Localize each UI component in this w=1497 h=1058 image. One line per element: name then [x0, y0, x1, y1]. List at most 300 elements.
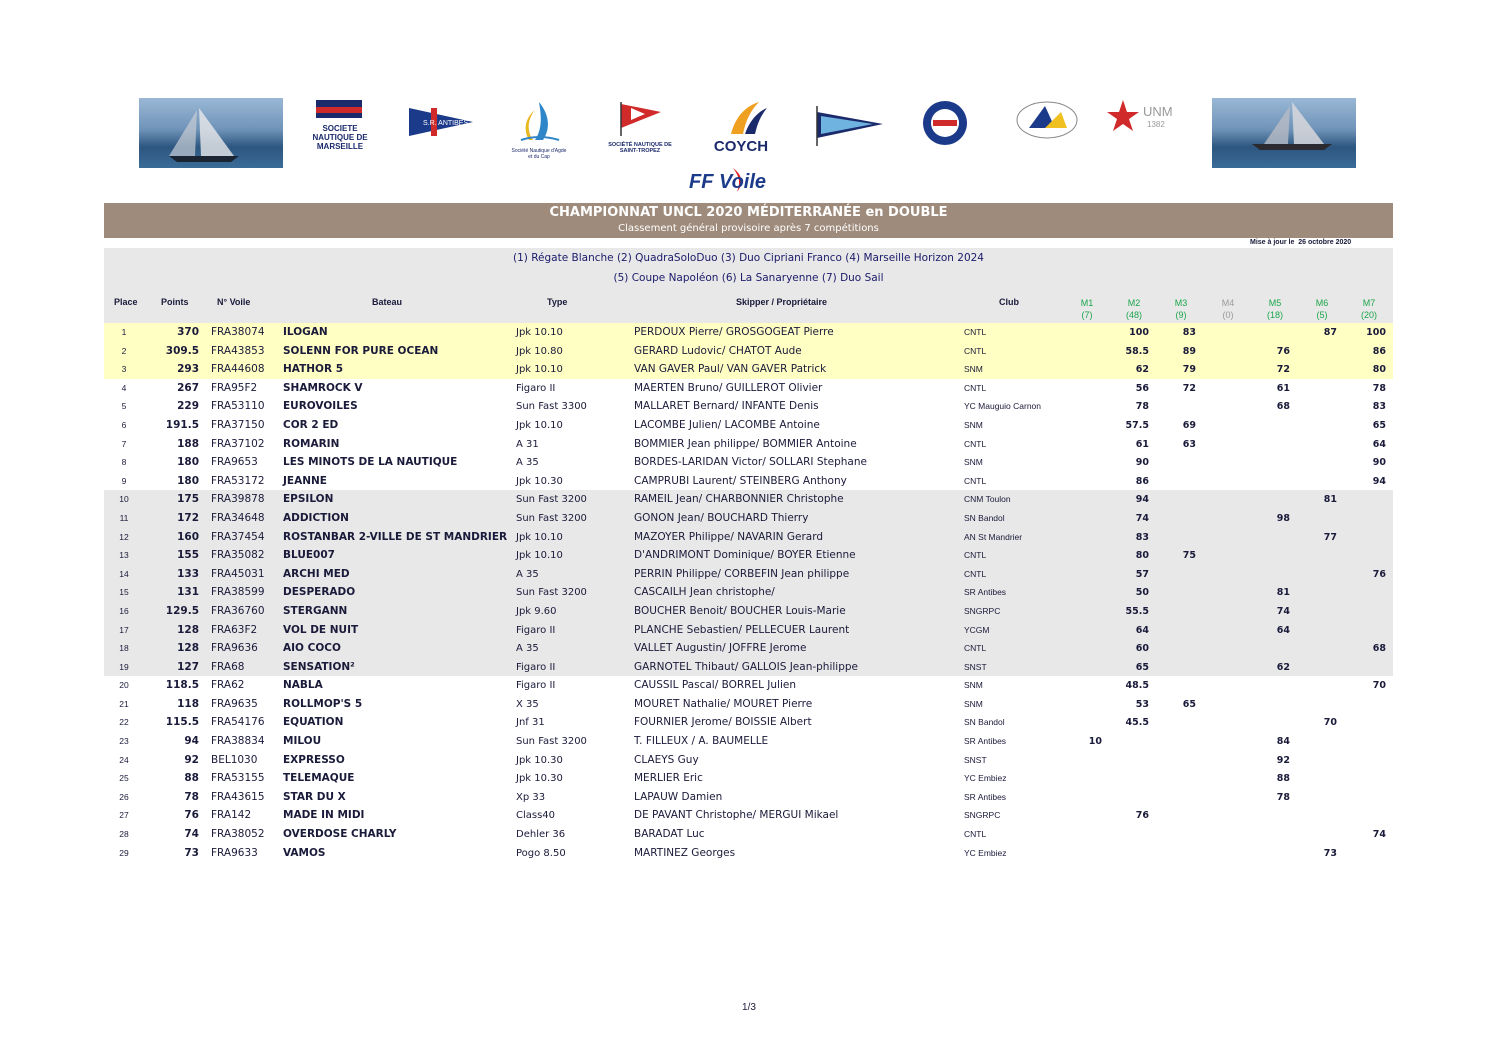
club-cell: SN Bandol [964, 717, 1005, 728]
club-cell: SN Bandol [964, 512, 1005, 523]
club-cell: CNTL [964, 327, 987, 337]
header-m4: M4 (0) [1221, 298, 1235, 320]
points-cell: 128 [177, 623, 199, 636]
snac-logo: Société Nautique d'Agde et du Cap [509, 98, 569, 156]
meeting-score-m2: 60 [1135, 643, 1149, 655]
place-cell: 28 [119, 829, 129, 840]
place-cell: 18 [119, 643, 129, 654]
boat-type-cell: Dehler 36 [516, 829, 566, 841]
meeting-score-m2: 86 [1135, 475, 1149, 487]
table-row [104, 769, 1393, 788]
meeting-score-m7: 90 [1372, 457, 1386, 469]
meeting-score-m7: 70 [1372, 680, 1386, 692]
boat-type-cell: Figaro II [516, 661, 556, 673]
skipper-cell: MAERTEN Bruno/ GUILLEROT Olivier [634, 381, 823, 394]
points-cell: 118 [177, 697, 199, 710]
boat-name-cell: EXPRESSO [283, 753, 345, 766]
meeting-score-m7: 83 [1372, 401, 1386, 413]
club-cell: SNST [964, 754, 987, 765]
table-row [104, 342, 1393, 361]
meeting-score-m7: 74 [1372, 829, 1386, 841]
table-row [104, 565, 1393, 584]
sail-number-cell: FRA9636 [211, 642, 258, 655]
club-cell: SNM [964, 698, 983, 709]
place-cell: 9 [121, 475, 127, 486]
sr-antibes-logo [407, 98, 477, 142]
club-cell: CNM Toulon [964, 494, 1011, 505]
legend-line-2: (5) Coupe Napoléon (6) La Sanaryenne (7) Duo Sail [613, 272, 884, 284]
boat-type-cell: Jpk 10.30 [516, 773, 563, 785]
table-row [104, 546, 1393, 565]
header-points: Points [161, 297, 189, 307]
points-cell: 73 [184, 846, 199, 859]
club-cell: SNGRPC [964, 605, 1001, 616]
table-row [104, 490, 1393, 509]
sail-number-cell: FRA37102 [211, 437, 265, 450]
table-row [104, 323, 1393, 342]
boat-name-cell: VAMOS [283, 846, 326, 859]
boat-name-cell: ROMARIN [283, 437, 340, 450]
skipper-cell: BOMMIER Jean philippe/ BOMMIER Antoine [634, 437, 857, 450]
boat-name-cell: EPSILON [283, 493, 334, 506]
skipper-cell: LAPAUW Damien [634, 790, 723, 803]
points-cell: 293 [177, 363, 199, 376]
skipper-cell: PERDOUX Pierre/ GROSGOGEAT Pierre [634, 326, 834, 338]
place-cell: 19 [119, 661, 129, 672]
skipper-cell: FOURNIER Jerome/ BOISSIE Albert [634, 716, 812, 729]
table-row [104, 602, 1393, 621]
header-boat: Bateau [372, 297, 403, 307]
meeting-score-m7: 68 [1372, 643, 1386, 655]
meeting-score-m7: 94 [1372, 475, 1386, 487]
place-cell: 3 [121, 364, 127, 375]
sailboat-photo-left [139, 98, 283, 168]
place-cell: 23 [119, 736, 129, 747]
place-cell: 15 [119, 587, 129, 598]
place-cell: 21 [119, 698, 129, 709]
meeting-score-m5: 74 [1276, 605, 1290, 617]
club-cell: CNTL [964, 475, 987, 486]
place-cell: 8 [121, 457, 127, 468]
snm-logo: SOCIETE NAUTIQUE DE MARSEILLE [302, 98, 378, 154]
sail-number-cell: FRA9633 [211, 846, 258, 859]
meeting-score-m5: 62 [1276, 661, 1290, 673]
meeting-score-m2: 64 [1135, 624, 1149, 636]
meeting-score-m3: 65 [1182, 698, 1196, 710]
boat-type-cell: A 35 [516, 568, 539, 580]
meeting-score-m2: 57 [1135, 568, 1149, 580]
boat-type-cell: Jpk 10.10 [516, 550, 563, 562]
meeting-score-m6: 87 [1323, 327, 1337, 338]
meeting-score-m1: 10 [1088, 736, 1102, 748]
club-cell: SR Antibes [964, 791, 1007, 802]
sail-number-cell: FRA38052 [211, 828, 265, 841]
place-cell: 27 [119, 810, 129, 821]
meeting-score-m6: 77 [1323, 531, 1337, 543]
points-cell: 180 [177, 474, 199, 487]
place-cell: 17 [119, 624, 129, 635]
boat-type-cell: Sun Fast 3200 [516, 587, 587, 599]
skipper-cell: BOUCHER Benoit/ BOUCHER Louis-Marie [634, 604, 846, 617]
meeting-score-m7: 100 [1366, 327, 1386, 338]
boat-name-cell: ROLLMOP'S 5 [283, 697, 363, 710]
table-row [104, 472, 1393, 491]
header-m1: M1 (7) [1080, 298, 1094, 320]
boat-type-cell: Jpk 10.80 [516, 345, 563, 357]
table-row [104, 732, 1393, 751]
meeting-score-m7: 76 [1372, 568, 1386, 580]
meeting-score-m2: 74 [1135, 512, 1149, 524]
points-cell: 78 [184, 790, 199, 803]
boat-type-cell: Jpk 10.30 [516, 475, 563, 487]
skipper-cell: MAZOYER Philippe/ NAVARIN Gerard [634, 530, 823, 543]
skipper-cell: GERARD Ludovic/ CHATOT Aude [634, 344, 802, 357]
meeting-score-m5: 98 [1276, 512, 1290, 524]
meeting-score-m3: 79 [1182, 364, 1196, 376]
meeting-score-m5: 81 [1276, 587, 1290, 599]
sail-number-cell: FRA53172 [211, 474, 265, 487]
points-cell: 94 [184, 735, 199, 748]
points-cell: 188 [177, 437, 199, 450]
meeting-score-m5: 61 [1276, 382, 1290, 394]
page-subtitle: Classement général provisoire après 7 compétitions [618, 223, 879, 234]
skipper-cell: GARNOTEL Thibaut/ GALLOIS Jean-philippe [634, 660, 859, 673]
points-cell: 88 [184, 772, 199, 785]
boat-type-cell: Jpk 10.30 [516, 754, 563, 766]
table-row [104, 509, 1393, 528]
meeting-score-m2: 94 [1135, 494, 1149, 506]
club-cell: SR Antibes [964, 587, 1007, 598]
meeting-score-m7: 65 [1372, 419, 1386, 431]
boat-type-cell: Figaro II [516, 680, 556, 692]
meeting-score-m3: 63 [1182, 438, 1196, 450]
skipper-cell: MALLARET Bernard/ INFANTE Denis [634, 400, 819, 413]
sail-number-cell: FRA38599 [211, 586, 265, 599]
points-cell: 191.5 [165, 418, 199, 431]
place-cell: 26 [119, 791, 129, 802]
meeting-score-m3: 72 [1182, 382, 1196, 394]
boat-name-cell: JEANNE [283, 474, 327, 487]
meeting-score-m6: 73 [1323, 847, 1337, 859]
place-cell: 25 [119, 773, 129, 784]
boat-type-cell: Jpk 9.60 [516, 605, 557, 617]
skipper-cell: CAUSSIL Pascal/ BORREL Julien [634, 679, 796, 692]
table-row [104, 435, 1393, 454]
boat-name-cell: VOL DE NUIT [283, 623, 359, 636]
skipper-cell: DE PAVANT Christophe/ MERGUI Mikael [634, 809, 839, 822]
sail-number-cell: FRA54176 [211, 716, 265, 729]
club-cell: YC Embiez [964, 773, 1007, 784]
meeting-score-m2: 78 [1135, 401, 1149, 413]
points-cell: 131 [177, 586, 199, 599]
skipper-cell: CAMPRUBI Laurent/ STEINBERG Anthony [634, 474, 847, 487]
place-cell: 13 [119, 550, 129, 561]
skipper-cell: MARTINEZ Georges [634, 846, 736, 859]
header-m6: M6 (5) [1315, 298, 1329, 320]
sailboat-photo-right [1212, 98, 1356, 168]
sail-number-cell: FRA68 [211, 660, 245, 673]
place-cell: 1 [121, 327, 127, 337]
skipper-cell: D'ANDRIMONT Dominique/ BOYER Etienne [634, 549, 856, 562]
skipper-cell: PLANCHE Sebastien/ PELLECUER Laurent [634, 623, 850, 636]
skipper-cell: CLAEYS Guy [634, 753, 699, 766]
legend-line-1: (1) Régate Blanche (2) QuadraSoloDuo (3) Duo Cipriani Franco (4) Marseille Horizon 2024 [513, 252, 984, 264]
table-row [104, 583, 1393, 602]
sail-number-cell: FRA36760 [211, 604, 265, 617]
boat-name-cell: COR 2 ED [283, 418, 339, 431]
legend-area [104, 248, 1393, 323]
boat-name-cell: DESPERADO [283, 586, 356, 599]
sail-number-cell: FRA44608 [211, 363, 265, 376]
boat-name-cell: LES MINOTS DE LA NAUTIQUE [283, 456, 458, 469]
header-type: Type [547, 297, 568, 307]
header-m5: M5 (18) [1266, 298, 1283, 320]
meeting-score-m2: 45.5 [1125, 717, 1149, 729]
boat-type-cell: Xp 33 [516, 791, 546, 803]
meeting-score-m5: 78 [1276, 791, 1290, 803]
page-number: 1/3 [742, 1002, 756, 1013]
sn-sanary-logo [915, 98, 975, 148]
place-cell: 22 [119, 717, 129, 728]
sail-number-cell: FRA62 [211, 679, 245, 692]
sail-number-cell: BEL1030 [211, 753, 258, 766]
meeting-score-m3: 75 [1182, 550, 1196, 562]
meeting-score-m5: 88 [1276, 773, 1290, 785]
place-cell: 6 [121, 419, 127, 430]
sail-number-cell: FRA43615 [211, 790, 265, 803]
points-cell: 267 [177, 381, 199, 394]
logo-strip [139, 98, 1357, 170]
points-cell: 115.5 [165, 716, 199, 729]
boat-type-cell: Jnf 31 [516, 717, 545, 729]
skipper-cell: BORDES-LARIDAN Victor/ SOLLARI Stephane [634, 456, 867, 469]
points-cell: 172 [177, 511, 199, 524]
boat-type-cell: Sun Fast 3200 [516, 494, 587, 506]
table-row [104, 751, 1393, 770]
place-cell: 7 [121, 438, 127, 449]
skipper-cell: BARADAT Luc [634, 828, 705, 841]
sail-number-cell: FRA43853 [211, 344, 265, 357]
boat-type-cell: A 31 [516, 438, 539, 450]
meeting-score-m2: 61 [1135, 438, 1149, 450]
title-banner [104, 203, 1393, 238]
meeting-score-m6: 70 [1323, 717, 1337, 729]
snst-logo: SOCIÉTÉ NAUTIQUE DE SAINT-TROPEZ [601, 98, 679, 158]
meeting-score-m2: 100 [1129, 327, 1149, 338]
meeting-score-m2: 55.5 [1125, 605, 1149, 617]
place-cell: 4 [121, 382, 127, 393]
table-row [104, 379, 1393, 398]
place-cell: 2 [121, 345, 127, 356]
boat-name-cell: AIO COCO [283, 642, 341, 655]
place-cell: 29 [119, 847, 129, 858]
meeting-score-m5: 64 [1276, 624, 1290, 636]
meeting-score-m2: 50 [1135, 587, 1149, 599]
points-cell: 118.5 [165, 679, 199, 692]
club-cell: YC Mauguio Carnon [964, 401, 1042, 412]
meeting-score-m2: 83 [1135, 531, 1149, 543]
header-skipper: Skipper / Propriétaire [736, 297, 828, 307]
place-cell: 16 [119, 605, 129, 616]
header-m3: M3 (9) [1174, 298, 1188, 320]
place-cell: 12 [119, 531, 129, 542]
boat-type-cell: Jpk 10.10 [516, 327, 563, 338]
header-place: Place [114, 297, 138, 307]
boat-name-cell: NABLA [283, 679, 323, 692]
ranking-table [104, 323, 1393, 862]
header-club: Club [999, 297, 1019, 307]
points-cell: 175 [177, 493, 199, 506]
points-cell: 76 [184, 809, 199, 822]
sail-number-cell: FRA9635 [211, 697, 258, 710]
boat-type-cell: Jpk 10.10 [516, 419, 563, 431]
boat-type-cell: A 35 [516, 643, 539, 655]
yacht-club-pennant-logo [811, 98, 887, 148]
meeting-score-m2: 56 [1135, 382, 1149, 394]
sail-number-cell: FRA95F2 [211, 381, 258, 394]
club-cell: SR Antibes [964, 736, 1007, 747]
meeting-score-m5: 72 [1276, 364, 1290, 376]
points-cell: 133 [177, 567, 199, 580]
boat-name-cell: STERGANN [283, 604, 348, 617]
place-cell: 20 [119, 680, 129, 691]
points-cell: 129.5 [165, 604, 199, 617]
page-title: CHAMPIONNAT UNCL 2020 MÉDITERRANÉE en DOUBLE [549, 205, 948, 220]
club-cell: SNGRPC [964, 810, 1001, 821]
meeting-score-m7: 78 [1372, 382, 1386, 394]
boat-type-cell: A 35 [516, 457, 539, 469]
yc-embiez-logo [1015, 98, 1079, 142]
sail-number-cell: FRA53155 [211, 772, 265, 785]
place-cell: 5 [121, 401, 127, 412]
points-cell: 127 [177, 660, 199, 673]
table-row [104, 788, 1393, 807]
skipper-cell: MOURET Nathalie/ MOURET Pierre [634, 697, 813, 710]
boat-type-cell: Sun Fast 3200 [516, 736, 587, 748]
meeting-score-m5: 76 [1276, 345, 1290, 357]
header-m2: M2 (48) [1125, 298, 1142, 320]
skipper-cell: LACOMBE Julien/ LACOMBE Antoine [634, 418, 820, 431]
boat-name-cell: SOLENN FOR PURE OCEAN [283, 344, 439, 357]
svg-text:S.R. ANTIBES: S.R. ANTIBES [423, 120, 469, 127]
boat-type-cell: Pogo 8.50 [516, 847, 566, 859]
table-row [104, 621, 1393, 640]
club-cell: SNM [964, 419, 983, 430]
sail-number-cell: FRA38074 [211, 326, 265, 338]
club-cell: CNTL [964, 568, 987, 579]
boat-name-cell: ROSTANBAR 2-VILLE DE ST MANDRIER [283, 530, 508, 543]
sail-number-cell: FRA53110 [211, 400, 265, 413]
meeting-score-m5: 84 [1276, 736, 1290, 748]
sail-number-cell: FRA35082 [211, 549, 265, 562]
meeting-score-m7: 64 [1372, 438, 1386, 450]
boat-name-cell: TELEMAQUE [283, 772, 355, 785]
place-cell: 24 [119, 754, 129, 765]
meeting-score-m2: 80 [1135, 550, 1149, 562]
table-row [104, 453, 1393, 472]
sail-number-cell: FRA9653 [211, 456, 258, 469]
table-row [104, 528, 1393, 547]
meeting-score-m6: 81 [1323, 494, 1337, 506]
boat-name-cell: OVERDOSE CHARLY [283, 828, 397, 841]
club-cell: CNTL [964, 438, 987, 449]
boat-name-cell: STAR DU X [283, 790, 346, 803]
table-row [104, 676, 1393, 695]
club-cell: SNM [964, 457, 983, 468]
meeting-score-m2: 76 [1135, 810, 1149, 822]
place-cell: 10 [119, 494, 129, 505]
skipper-cell: CASCAILH Jean christophe/ [634, 586, 775, 599]
meeting-score-m7: 86 [1372, 345, 1386, 357]
table-row [104, 713, 1393, 732]
table-row [104, 397, 1393, 416]
boat-type-cell: Jpk 10.10 [516, 364, 563, 376]
place-cell: 14 [119, 568, 129, 579]
skipper-cell: VAN GAVER Paul/ VAN GAVER Patrick [634, 363, 827, 376]
skipper-cell: RAMEIL Jean/ CHARBONNIER Christophe [634, 493, 844, 506]
header-sail: N° Voile [217, 297, 251, 307]
boat-type-cell: Jpk 10.10 [516, 531, 563, 543]
boat-type-cell: Sun Fast 3300 [516, 401, 587, 413]
boat-type-cell: Figaro II [516, 624, 556, 636]
skipper-cell: MERLIER Eric [634, 772, 703, 785]
table-row [104, 639, 1393, 658]
club-cell: CNTL [964, 829, 987, 840]
meeting-score-m2: 53 [1135, 698, 1149, 710]
club-cell: YC Embiez [964, 847, 1007, 858]
meeting-score-m2: 48.5 [1125, 680, 1149, 692]
club-cell: CNTL [964, 345, 987, 356]
points-cell: 155 [177, 549, 199, 562]
meeting-score-m2: 57.5 [1125, 419, 1149, 431]
boat-type-cell: Class40 [516, 810, 556, 822]
club-cell: AN St Mandrier [964, 531, 1023, 542]
meeting-score-m5: 68 [1276, 401, 1290, 413]
ffvoile-logo [689, 166, 799, 194]
table-row [104, 658, 1393, 677]
boat-type-cell: Figaro II [516, 382, 556, 394]
club-cell: CNTL [964, 550, 987, 561]
meeting-score-m2: 58.5 [1125, 345, 1149, 357]
points-cell: 370 [177, 326, 199, 338]
meeting-score-m7: 80 [1372, 364, 1386, 376]
club-cell: SNM [964, 364, 983, 375]
meeting-score-m3: 69 [1182, 419, 1196, 431]
sail-number-cell: FRA142 [211, 809, 252, 822]
boat-name-cell: ARCHI MED [283, 567, 350, 580]
skipper-cell: VALLET Augustin/ JOFFRE Jerome [634, 642, 807, 655]
svg-text:FF Voile: FF Voile [689, 171, 767, 193]
update-date: Mise à jour le 26 octobre 2020 [1250, 239, 1352, 246]
club-cell: YCGM [964, 624, 990, 635]
table-row [104, 806, 1393, 825]
meeting-score-m2: 90 [1135, 457, 1149, 469]
skipper-cell: GONON Jean/ BOUCHARD Thierry [634, 511, 809, 524]
sail-number-cell: FRA37150 [211, 418, 265, 431]
boat-name-cell: ILOGAN [283, 326, 328, 338]
boat-name-cell: EQUATION [283, 716, 344, 729]
boat-name-cell: SHAMROCK V [283, 381, 363, 394]
boat-type-cell: X 35 [516, 698, 539, 710]
table-row [104, 360, 1393, 379]
boat-name-cell: HATHOR 5 [283, 363, 344, 376]
boat-name-cell: EUROVOILES [283, 400, 358, 413]
place-cell: 11 [119, 512, 129, 523]
skipper-cell: PERRIN Philippe/ CORBEFIN Jean philippe [634, 567, 850, 580]
sail-number-cell: FRA63F2 [211, 623, 258, 636]
points-cell: 128 [177, 642, 199, 655]
boat-type-cell: Sun Fast 3200 [516, 512, 587, 524]
